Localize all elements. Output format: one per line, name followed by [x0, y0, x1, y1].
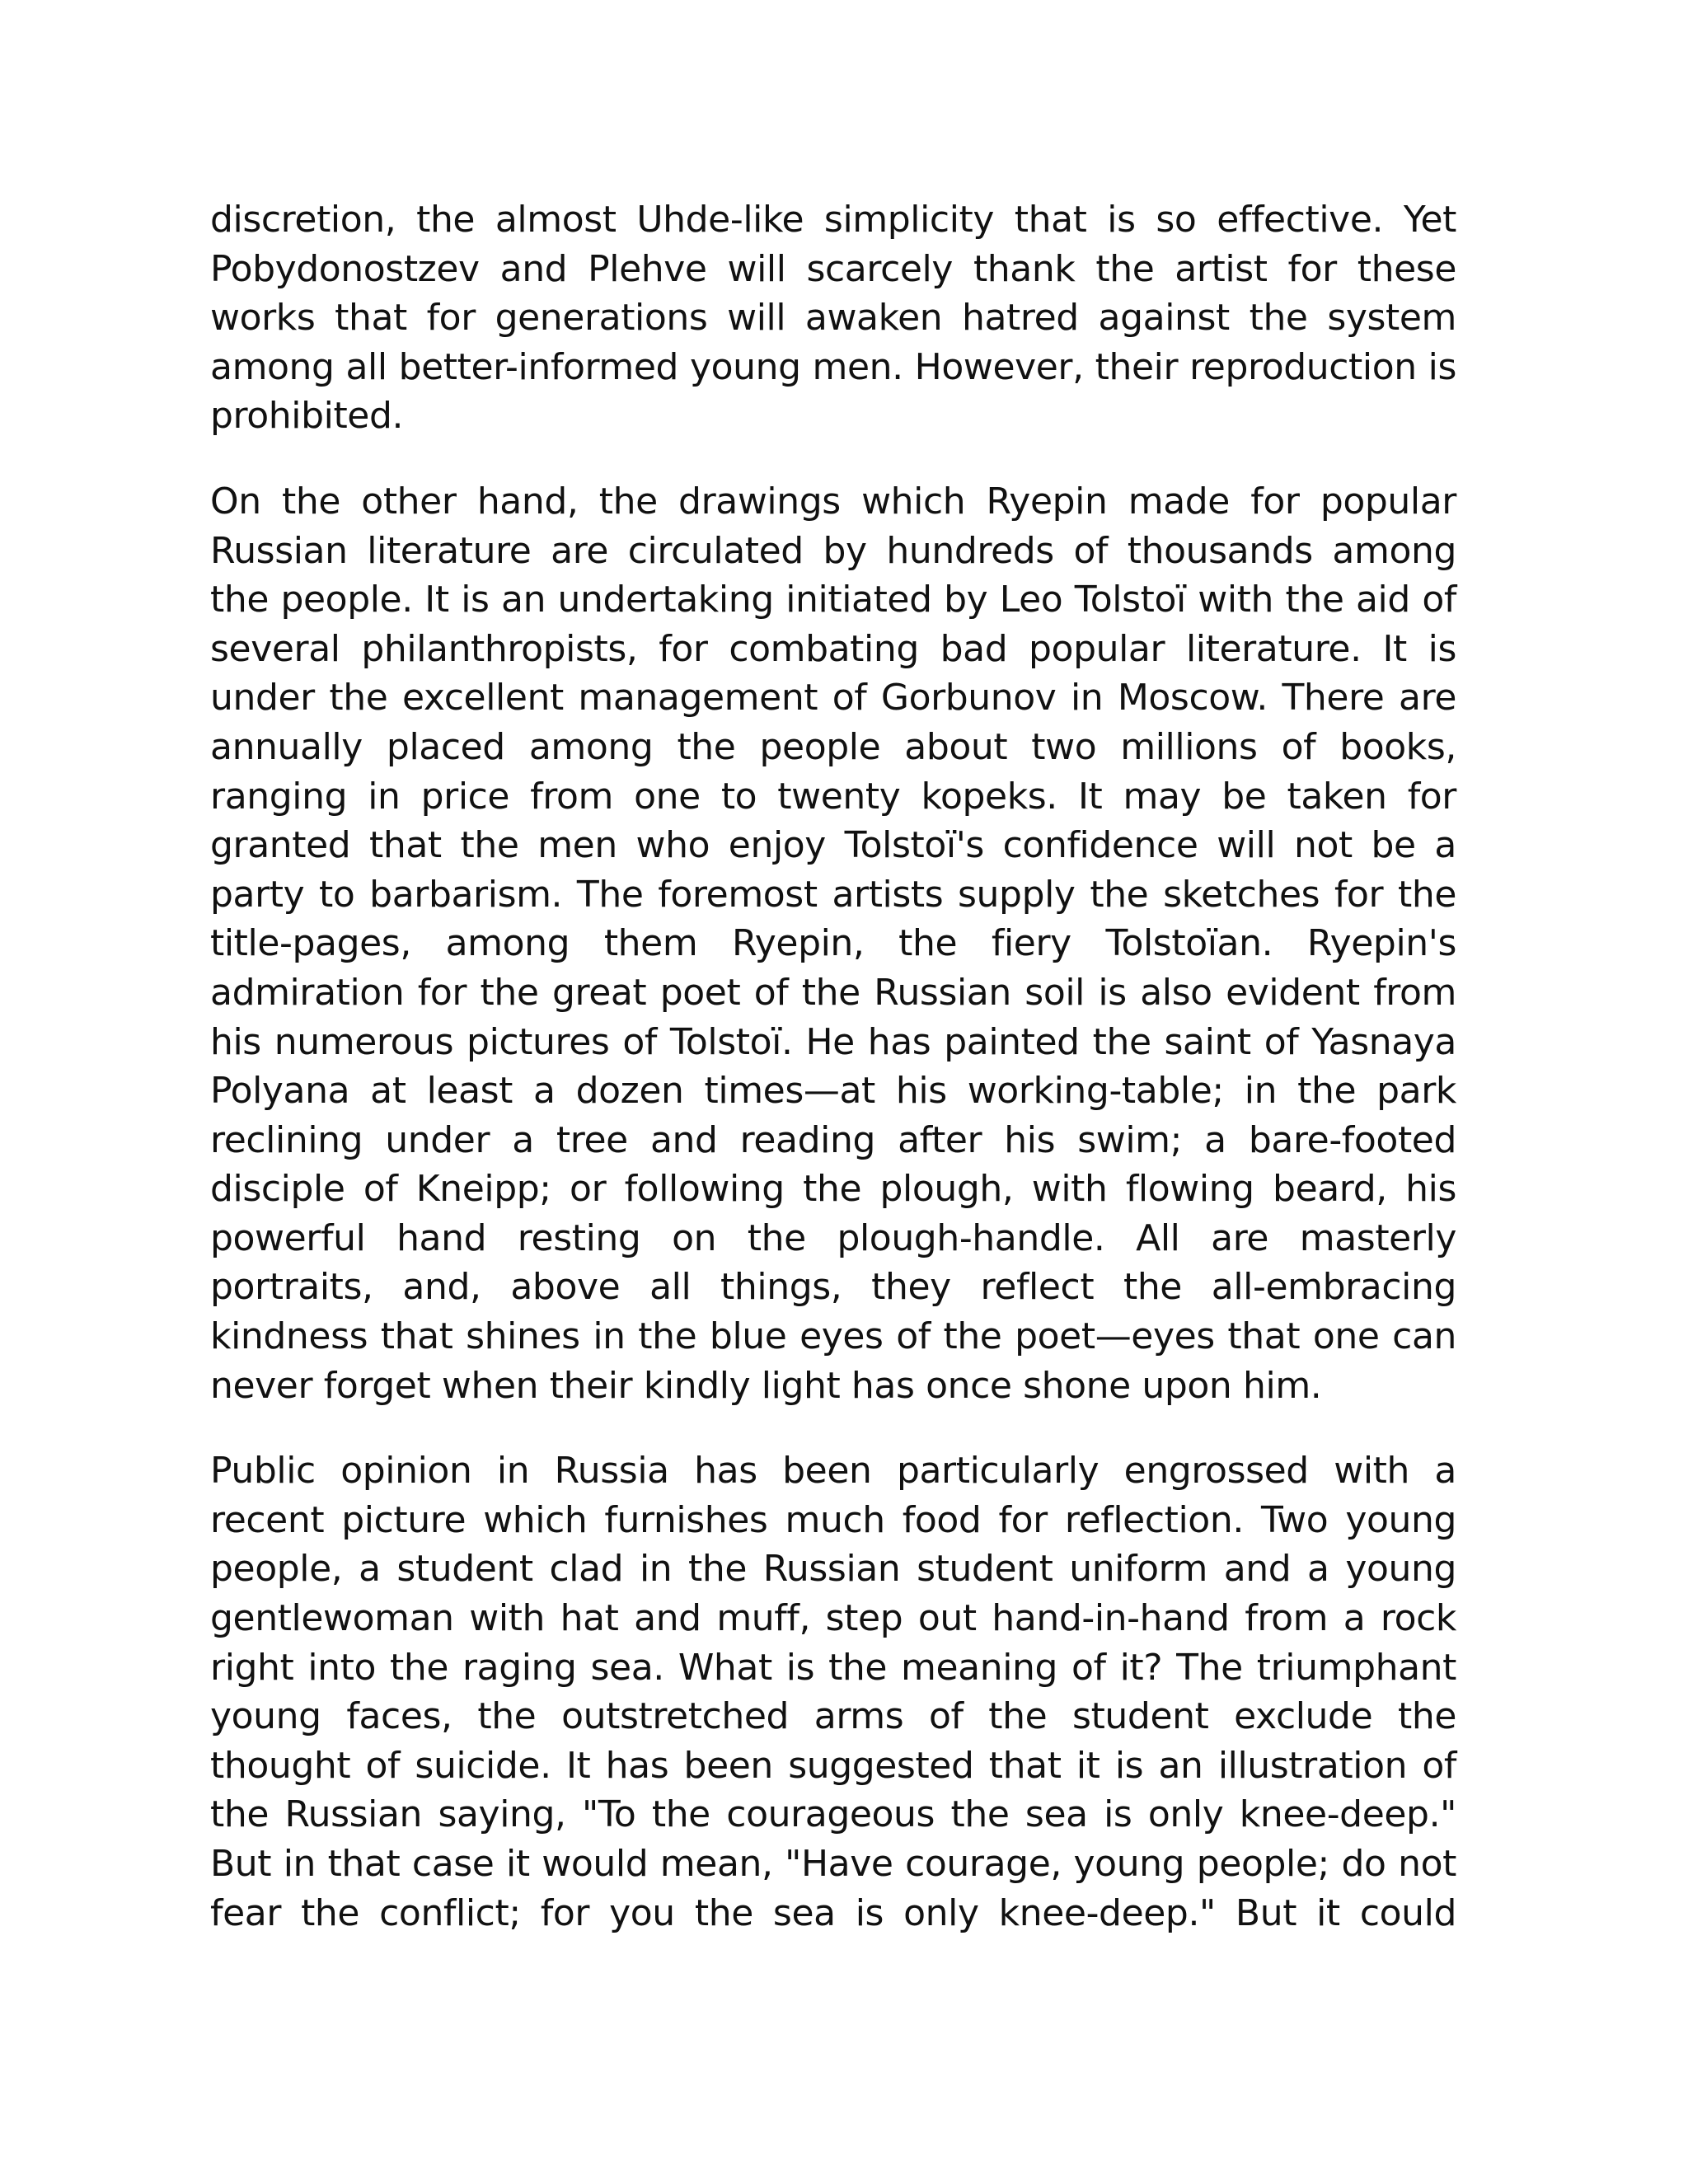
- body-text: [210, 195, 1456, 1938]
- paragraph-1: discretion, the almost Uhde-like simplicity that is so effective. Yet Pobydonostzev and Plehve will scarcely thank the artist for these works that for generations will awaken hatred against the system among all better-informed young men. However, their reproduction is prohibited.: [210, 199, 1456, 438]
- paragraph-2: On the other hand, the drawings which Ryepin made for popular Russian literature are circulated by hundreds of thousands among the people. It is an undertaking initiated by Leo Tolstoï with the aid of several philanthropists, for combating bad popular literature. It is under the excellent management of Gorbunov in Moscow. There are annually placed among the people about two millions of books, ranging in price from one to twenty kopeks. It may be taken for granted that the men who enjoy Tolstoï's confidence will not be a party to barbarism. The foremost artists supply the sketches for the title-pages, among them Ryepin, the fiery Tolstoïan. Ryepin's admiration for the great poet of the Russian soil is also evident from his numerous pictures of Tolstoï. He has painted the saint of Yasnaya Polyana at least a dozen times—at his working-table; in the park reclining under a tree and reading after his swim; a bare-footed disciple of Kneipp; or following the plough, with flowing beard, his powerful hand resting on the plough-handle. All are masterly portraits, and, above all things, they reflect the all-embracing kindness that shines in the blue eyes of the poet—eyes that one can never forget when their kindly light has once shone upon him.: [210, 480, 1456, 1407]
- paragraph-3: Public opinion in Russia has been particularly engrossed with a recent picture which furnishes much food for reflection. Two young people, a student clad in the Russian student uniform and a young gentlewoman with hat and muff, step out hand-in-hand from a rock right into the raging sea. What is the meaning of it? The triumphant young faces, the outstretched arms of the student exclude the thought of suicide. It has been suggested that it is an illustration of the Russian saying, "To the courageous the sea is only knee-deep." But in that case it would mean, "Have courage, young people; do not fear the conflict; for you the sea is only knee-deep." But it could: [210, 1450, 1456, 1934]
